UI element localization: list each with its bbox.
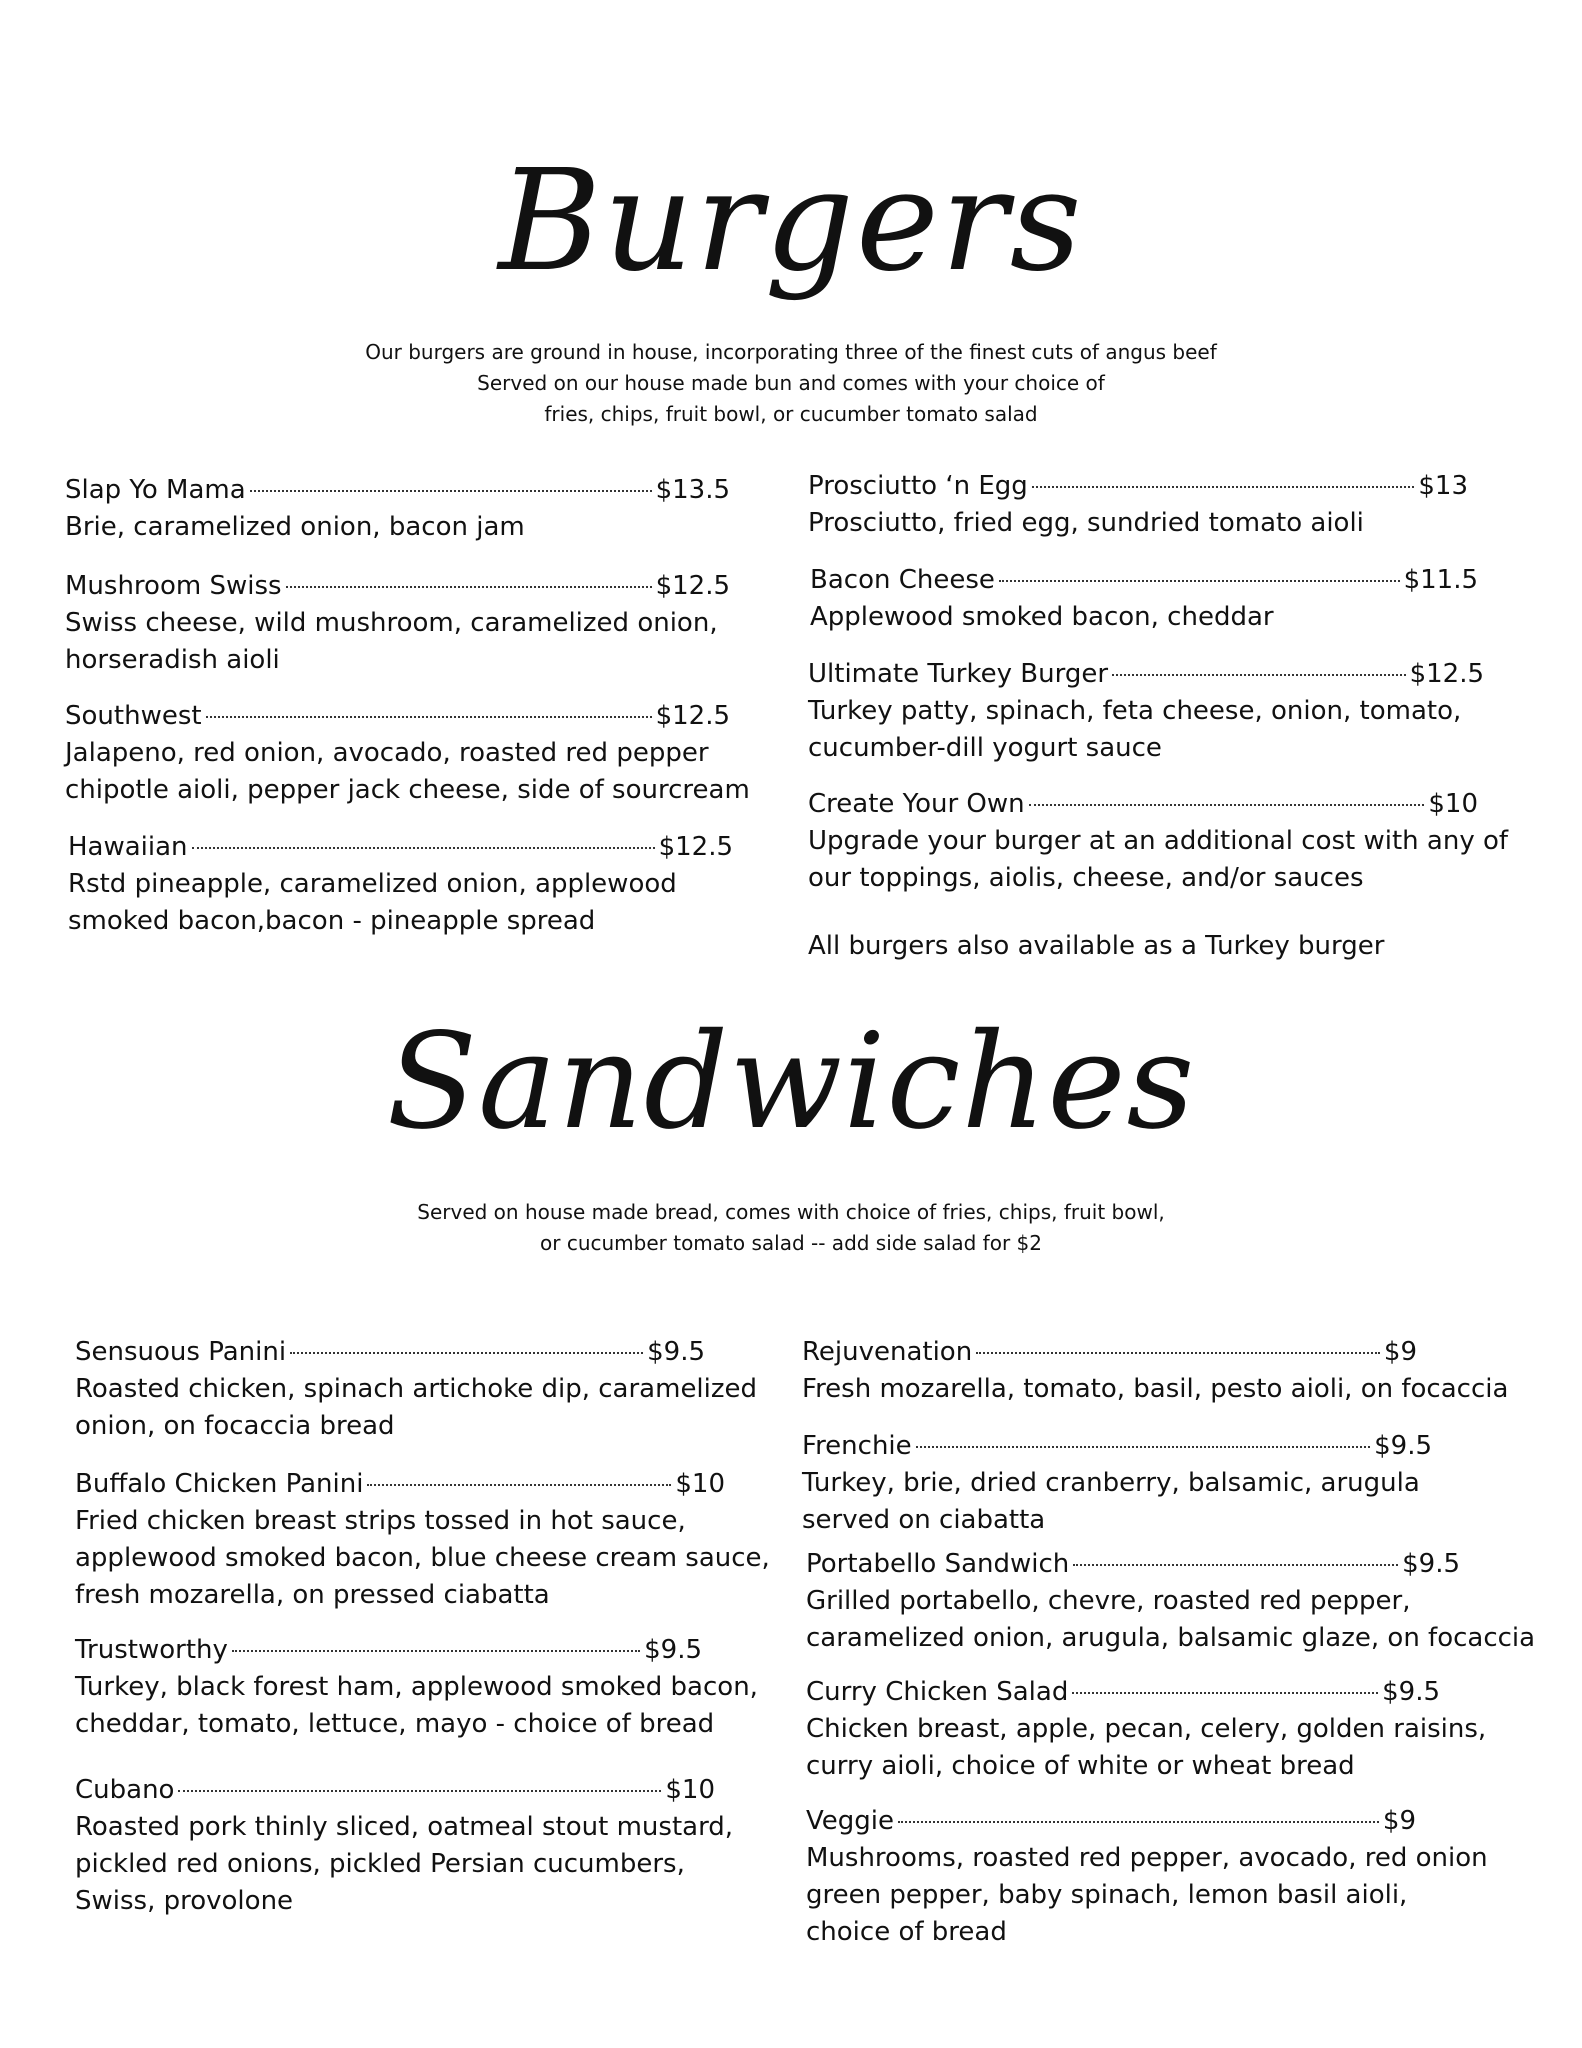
item-name: Slap Yo Mama — [65, 475, 246, 505]
item-desc-line: Rstd pineapple, caramelized onion, applewood — [68, 869, 677, 899]
menu-item-southwest — [65, 698, 750, 809]
burgers-intro — [0, 337, 1582, 430]
menu-item-veggie — [806, 1803, 1488, 1951]
item-price: $9.5 — [1374, 1431, 1432, 1461]
item-price: $12.5 — [655, 571, 730, 601]
dot-leader — [976, 1352, 1380, 1354]
sandwiches-intro — [0, 1197, 1582, 1259]
dot-leader — [290, 1352, 643, 1354]
intro-line: Served on house made bread, comes with choice of fries, chips, fruit bowl, — [417, 1200, 1165, 1224]
item-price: $9.5 — [644, 1635, 702, 1665]
item-desc-line: fresh mozarella, on pressed ciabatta — [75, 1580, 550, 1610]
sandwiches-title: Sandwiches — [386, 1005, 1196, 1159]
menu-item-mushroom-swiss — [65, 568, 730, 679]
item-name: Cubano — [75, 1775, 175, 1805]
item-price: $10 — [675, 1469, 725, 1499]
item-name: Prosciutto ‘n Egg — [808, 471, 1028, 501]
intro-line: fries, chips, fruit bowl, or cucumber tomato salad — [544, 402, 1038, 426]
item-desc-line: Brie, caramelized onion, bacon jam — [65, 512, 525, 542]
dot-leader — [206, 716, 652, 718]
turkey-burger-note: All burgers also available as a Turkey burger — [808, 931, 1385, 961]
dot-leader — [250, 490, 652, 492]
menu-item-rejuvenation — [802, 1334, 1509, 1408]
item-desc-line: Turkey, black forest ham, applewood smoked bacon, — [75, 1672, 758, 1702]
item-desc-line: caramelized onion, arugula, balsamic glaze, on focaccia — [806, 1623, 1536, 1653]
intro-line: Served on our house made bun and comes with your choice of — [477, 371, 1105, 395]
item-desc-line: Grilled portabello, chevre, roasted red pepper, — [806, 1586, 1411, 1616]
dot-leader — [178, 1790, 661, 1792]
item-price: $9.5 — [647, 1337, 705, 1367]
item-desc-line: Swiss cheese, wild mushroom, caramelized onion, — [65, 608, 718, 638]
item-name: Frenchie — [802, 1431, 912, 1461]
item-desc-line: applewood smoked bacon, blue cheese cream sauce, — [75, 1543, 770, 1573]
dot-leader — [898, 1821, 1379, 1823]
item-desc-line: Roasted pork thinly sliced, oatmeal stout mustard, — [75, 1812, 734, 1842]
item-desc-line: Jalapeno, red onion, avocado, roasted red pepper — [65, 738, 709, 768]
item-name: Veggie — [806, 1806, 894, 1836]
item-desc-line: smoked bacon,bacon - pineapple spread — [68, 906, 596, 936]
item-desc-line: curry aioli, choice of white or wheat bread — [806, 1751, 1355, 1781]
item-price: $13 — [1418, 471, 1468, 501]
item-price: $12.5 — [658, 832, 733, 862]
dot-leader — [1112, 674, 1406, 676]
item-desc-line: served on ciabatta — [802, 1505, 1046, 1535]
item-name: Mushroom Swiss — [65, 571, 282, 601]
item-price: $12.5 — [655, 701, 730, 731]
item-name: Ultimate Turkey Burger — [808, 659, 1109, 689]
item-desc-line: green pepper, baby spinach, lemon basil aioli, — [806, 1880, 1408, 1910]
item-price: $10 — [1428, 789, 1478, 819]
item-desc-line: Fried chicken breast strips tossed in hot sauce, — [75, 1506, 686, 1536]
item-desc-line: Roasted chicken, spinach artichoke dip, caramelized — [75, 1374, 758, 1404]
item-name: Hawaiian — [68, 832, 188, 862]
item-name: Curry Chicken Salad — [806, 1677, 1069, 1707]
intro-line: or cucumber tomato salad -- add side salad for $2 — [540, 1231, 1042, 1255]
item-desc-line: Fresh mozarella, tomato, basil, pesto aioli, on focaccia — [802, 1374, 1509, 1404]
item-price: $13.5 — [655, 475, 730, 505]
menu-item-buffalo-chicken-panini — [75, 1466, 770, 1614]
item-name: Rejuvenation — [802, 1337, 973, 1367]
item-price: $9 — [1382, 1806, 1416, 1836]
dot-leader — [1029, 804, 1425, 806]
item-desc-line: Swiss, provolone — [75, 1886, 294, 1916]
item-name: Southwest — [65, 701, 202, 731]
item-price: $12.5 — [1409, 659, 1484, 689]
item-desc-line: Turkey, brie, dried cranberry, balsamic, arugula — [802, 1468, 1420, 1498]
dot-leader — [367, 1484, 671, 1486]
item-name: Portabello Sandwich — [806, 1549, 1070, 1579]
menu-item-sensuous-panini — [75, 1334, 758, 1445]
burgers-title: Burgers — [498, 140, 1084, 303]
item-desc-line: Mushrooms, roasted red pepper, avocado, red onion — [806, 1843, 1488, 1873]
dot-leader — [1073, 1564, 1398, 1566]
item-desc-line: cucumber-dill yogurt sauce — [808, 733, 1162, 763]
menu-item-cubano — [75, 1772, 734, 1920]
menu-item-bacon-cheese — [810, 562, 1478, 636]
item-name: Buffalo Chicken Panini — [75, 1469, 364, 1499]
item-price: $9.5 — [1402, 1549, 1460, 1579]
item-desc-line: Chicken breast, apple, pecan, celery, golden raisins, — [806, 1714, 1487, 1744]
item-desc-line: Prosciutto, fried egg, sundried tomato aioli — [808, 508, 1364, 538]
item-desc-line: choice of bread — [806, 1917, 1007, 1947]
dot-leader — [1072, 1692, 1378, 1694]
menu-item-curry-chicken-salad — [806, 1674, 1487, 1785]
menu-item-frenchie — [802, 1428, 1432, 1539]
item-price: $11.5 — [1403, 565, 1478, 595]
item-price: $9.5 — [1382, 1677, 1440, 1707]
dot-leader — [999, 580, 1400, 582]
item-desc-line: cheddar, tomato, lettuce, mayo - choice of bread — [75, 1709, 715, 1739]
dot-leader — [192, 847, 655, 849]
item-name: Sensuous Panini — [75, 1337, 287, 1367]
item-desc-line: onion, on focaccia bread — [75, 1411, 395, 1441]
menu-item-prosciutto-n-egg — [808, 468, 1468, 542]
menu-item-slap-yo-mama — [65, 472, 730, 546]
item-name: Create Your Own — [808, 789, 1025, 819]
item-desc-line: chipotle aioli, pepper jack cheese, side of sourcream — [65, 775, 750, 805]
menu-item-hawaiian — [68, 829, 733, 940]
item-desc-line: horseradish aioli — [65, 645, 280, 675]
item-desc-line: Applewood smoked bacon, cheddar — [810, 602, 1274, 632]
dot-leader — [1032, 486, 1415, 488]
item-name: Bacon Cheese — [810, 565, 995, 595]
item-name: Trustworthy — [75, 1635, 228, 1665]
item-price: $10 — [665, 1775, 715, 1805]
item-desc-line: pickled red onions, pickled Persian cucumbers, — [75, 1849, 685, 1879]
menu-item-ultimate-turkey-burger — [808, 656, 1484, 767]
intro-line: Our burgers are ground in house, incorporating three of the finest cuts of angus beef — [365, 340, 1217, 364]
item-price: $9 — [1383, 1337, 1417, 1367]
menu-item-create-your-own — [808, 786, 1509, 897]
menu-item-portabello-sandwich — [806, 1546, 1536, 1657]
dot-leader — [916, 1446, 1370, 1448]
dot-leader — [232, 1650, 640, 1652]
dot-leader — [286, 586, 652, 588]
menu-item-trustworthy — [75, 1632, 758, 1743]
item-desc-line: our toppings, aiolis, cheese, and/or sauces — [808, 863, 1364, 893]
item-desc-line: Upgrade your burger at an additional cost with any of — [808, 826, 1509, 856]
item-desc-line: Turkey patty, spinach, feta cheese, onion, tomato, — [808, 696, 1462, 726]
